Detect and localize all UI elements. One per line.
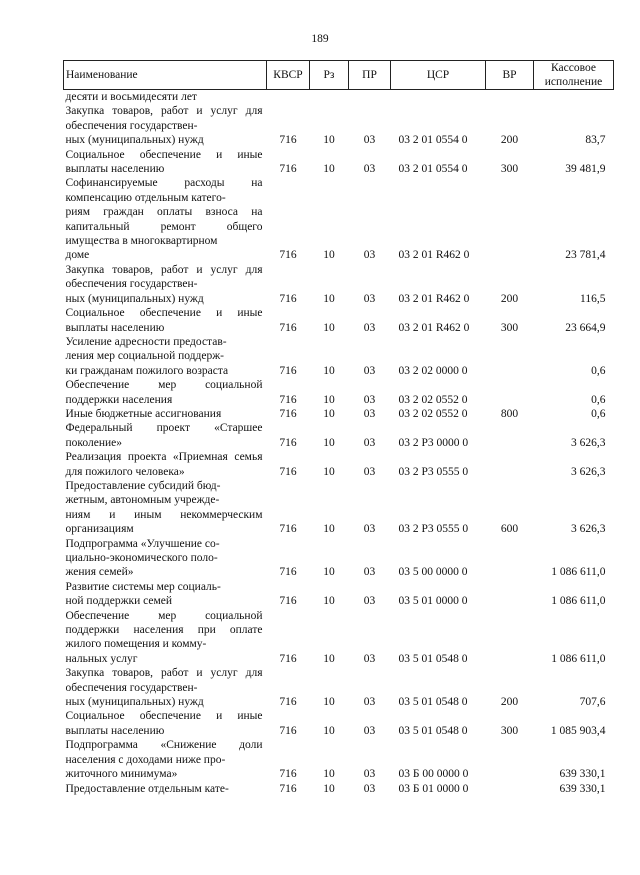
cell-pr [349,90,391,105]
cell-pr: 03 [363,436,376,449]
table-row [64,580,614,609]
cell-vr [486,782,534,796]
cell-csr: 03 2 Р3 0555 0 [398,523,469,536]
cell-pr: 03 [363,523,376,536]
cell-sum: 639 330,1 [559,782,606,795]
cell-kvsr: 716 [279,782,297,795]
cell-sum: 0,6 [591,393,606,406]
cell-kvsr: 716 [279,566,297,579]
cell-rz: 10 [323,768,335,781]
table-row [64,176,614,262]
header-pr: ПР [349,61,391,90]
cell-kvsr: 716 [279,249,297,262]
cell-sum: 0,6 [591,364,606,377]
cell-rz: 10 [323,407,335,420]
cell-pr: 03 [363,407,376,420]
cell-name: Предоставление субсидий бюд- жетным, автономным учрежде- ниям и иным некоммерческим организациям [65,479,263,536]
cell-pr: 03 [363,364,376,377]
cell-name: Федеральный проект «Старшее поколение» [65,422,263,449]
cell-rz: 10 [323,523,335,536]
table-row [64,335,614,378]
table-row [64,306,614,335]
header-rz: Рз [310,61,349,90]
cell-sum: 1 086 611,0 [551,652,606,665]
cell-rz: 10 [323,321,335,334]
budget-table [63,60,614,796]
cell-sum: 1 086 611,0 [551,566,606,579]
table-row [64,148,614,177]
cell-pr: 03 [363,393,376,406]
cell-name: Социальное обеспечение и иные выплаты населению [65,710,263,737]
cell-rz [310,90,349,105]
cell-sum: 3 626,3 [571,436,606,449]
cell-pr: 03 [363,782,376,795]
cell-name: Закупка товаров, работ и услуг для обеспечения государствен- ных (муниципальных) нужд [65,667,263,709]
cell-kvsr: 716 [279,652,297,665]
cell-csr: 03 5 00 0000 0 [398,566,468,579]
cell-csr: 03 2 01 0554 0 [398,163,468,176]
cell-vr: 200 [500,696,519,709]
cell-pr: 03 [363,724,376,737]
table-row [64,450,614,479]
cell-vr [486,335,534,378]
cell-name: Реализация проекта «Приемная семья для пожилого человека» [65,451,263,478]
cell-sum: 639 330,1 [559,768,606,781]
cell-kvsr: 716 [279,523,297,536]
cell-csr: 03 5 01 0548 0 [398,696,468,709]
header-csr: ЦСР [391,61,486,90]
cell-vr [486,450,534,479]
cell-csr: 03 2 01 0554 0 [398,134,468,147]
cell-sum: 39 481,9 [565,163,606,176]
cell-pr: 03 [363,652,376,665]
table-header-row [64,61,614,90]
cell-sum: 116,5 [580,292,606,305]
cell-rz: 10 [323,566,335,579]
cell-csr: 03 2 02 0552 0 [398,393,468,406]
cell-pr: 03 [363,292,376,305]
cell-name: Закупка товаров, работ и услуг для обеспечения государствен- ных (муниципальных) нужд [65,263,263,305]
cell-name: Иные бюджетные ассигнования [65,407,222,420]
table-row [64,263,614,306]
cell-vr [486,90,534,105]
cell-sum [534,90,614,105]
cell-csr: 03 2 Р3 0555 0 [398,465,469,478]
cell-kvsr: 716 [279,724,297,737]
cell-sum: 3 626,3 [571,465,606,478]
cell-kvsr: 716 [279,292,297,305]
cell-rz: 10 [323,163,335,176]
cell-vr [486,537,534,580]
cell-pr: 03 [363,163,376,176]
cell-csr: 03 2 02 0000 0 [398,364,468,377]
cell-pr: 03 [363,249,376,262]
cell-vr: 200 [500,292,519,305]
cell-vr: 300 [500,163,519,176]
cell-sum: 83,7 [585,134,606,147]
cell-kvsr: 716 [279,364,297,377]
cell-sum: 23 781,4 [565,249,606,262]
cell-pr: 03 [363,595,376,608]
cell-name: Обеспечение мер социальной поддержки населения [65,379,263,406]
cell-rz: 10 [323,782,335,795]
cell-vr: 600 [500,523,519,536]
table-row [64,782,614,796]
cell-rz: 10 [323,696,335,709]
table-body [64,90,614,796]
cell-rz: 10 [323,595,335,608]
cell-name: Подпрограмма «Снижение доли населения с доходами ниже про- житочного минимума» [65,739,263,781]
cell-rz: 10 [323,364,335,377]
table-row [64,738,614,781]
cell-kvsr: 716 [279,134,297,147]
cell-name: Предоставление отдельным кате- [65,782,229,795]
cell-rz: 10 [323,249,335,262]
cell-vr: 200 [500,134,519,147]
cell-rz: 10 [323,465,335,478]
cell-csr: 03 5 01 0548 0 [398,652,468,665]
cell-sum: 3 626,3 [571,523,606,536]
cell-name: Подпрограмма «Улучшение со- циально-экономического поло- жения семей» [65,537,220,579]
cell-name: Социальное обеспечение и иные выплаты населению [65,148,263,176]
cell-vr [486,421,534,450]
cell-kvsr: 716 [279,393,297,406]
cell-sum: 1 086 611,0 [551,595,606,608]
cell-kvsr: 716 [279,696,297,709]
table-row [64,537,614,580]
table-row [64,407,614,421]
cell-pr: 03 [363,134,376,147]
cell-name: Закупка товаров, работ и услуг для обеспечения государствен- ных (муниципальных) нужд [65,105,263,147]
table-row [64,378,614,407]
cell-kvsr: 716 [279,595,297,608]
cell-csr: 03 2 02 0552 0 [398,407,468,420]
table-row [64,709,614,738]
cell-pr: 03 [363,465,376,478]
header-sum: Кассовое исполнение [534,61,614,90]
cell-name: Социальное обеспечение и иные выплаты населению [65,307,263,334]
cell-pr: 03 [363,768,376,781]
cell-csr: 03 5 01 0000 0 [398,595,468,608]
page-number: 189 [311,33,329,45]
cell-sum: 1 085 903,4 [550,724,606,737]
header-vr: ВР [486,61,534,90]
cell-vr [486,378,534,407]
table-row [64,421,614,450]
cell-kvsr [267,90,310,105]
cell-sum: 0,6 [591,407,606,420]
cell-vr [486,738,534,781]
cell-vr [486,580,534,609]
cell-csr: 03 Б 00 0000 0 [398,768,469,781]
cell-pr: 03 [363,566,376,579]
cell-rz: 10 [323,134,335,147]
cell-vr [486,609,534,667]
cell-kvsr: 716 [279,465,297,478]
cell-rz: 10 [323,292,335,305]
cell-kvsr: 716 [279,768,297,781]
cell-name: Развитие системы мер социаль- ной поддержки семей [65,580,221,608]
cell-pr: 03 [363,321,376,334]
cell-sum: 23 664,9 [565,321,606,334]
cell-csr: 03 5 01 0548 0 [398,724,468,737]
cell-pr: 03 [363,696,376,709]
cell-vr: 300 [500,724,519,737]
cell-vr: 300 [500,321,519,334]
cell-name: Софинансируемые расходы на компенсацию отдельным катего- риям граждан оплаты взноса на капитальный ремонт общего имущества в многоквартирном доме [65,177,263,262]
cell-vr: 800 [500,407,519,420]
cell-kvsr: 716 [279,321,297,334]
cell-sum: 707,6 [579,696,606,709]
cell-csr: 03 2 01 R462 0 [398,321,470,334]
header-name: Наименование [64,61,267,90]
cell-csr: 03 Б 01 0000 0 [398,782,469,795]
cell-csr: 03 2 01 R462 0 [398,249,470,262]
cell-rz: 10 [323,436,335,449]
table-row [64,609,614,667]
header-kvsr: КВСР [267,61,310,90]
cell-name: десяти и восьмидесяти лет [65,91,197,103]
cell-csr: 03 2 01 R462 0 [398,292,470,305]
cell-csr [391,90,486,105]
cell-csr: 03 2 Р3 0000 0 [398,436,469,449]
cell-kvsr: 716 [279,407,297,420]
cell-name: Обеспечение мер социальной поддержки населения при оплате жилого помещения и комму- нальных услуг [65,609,263,665]
cell-rz: 10 [323,393,335,406]
table-row [64,666,614,709]
cell-rz: 10 [323,724,335,737]
cell-rz: 10 [323,652,335,665]
cell-kvsr: 716 [279,163,297,176]
cell-name: Усиление адресности предостав- ления мер социальной поддерж- ки гражданам пожилого возраста [65,335,229,377]
cell-kvsr: 716 [279,436,297,449]
cell-vr [486,176,534,262]
table-row [64,104,614,147]
table-row [64,479,614,537]
table-row [64,90,614,105]
